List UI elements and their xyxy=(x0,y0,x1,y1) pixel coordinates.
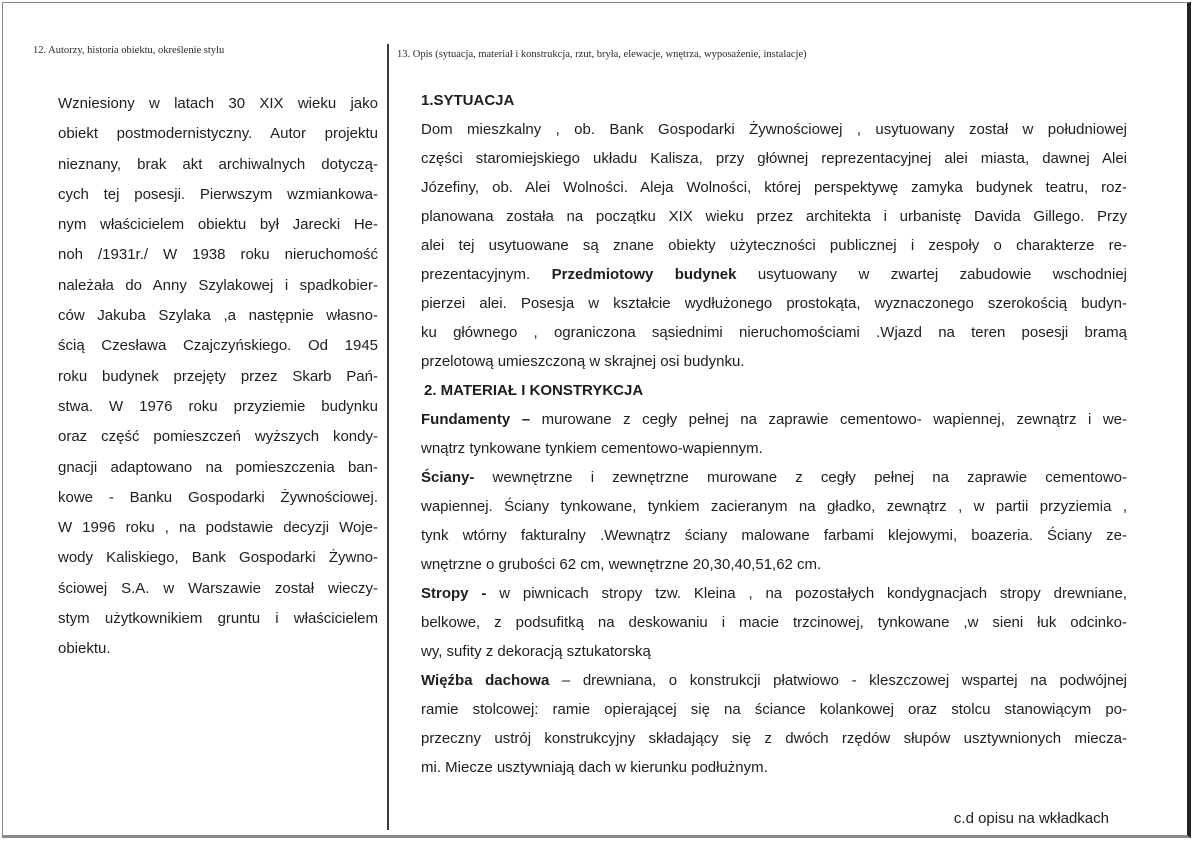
sytuacja-line: Józefiny, ob. Alei Wolności. Aleja Wolności, której perspektywę zamyka budynek teatru, roz- xyxy=(421,179,1127,196)
history-line: W 1996 roku , na podstawie decyzji Woje- xyxy=(58,519,378,537)
history-line: Wzniesiony w latach 30 XIX wieku jako xyxy=(58,95,378,112)
wiezba-label: Więźba dachowa xyxy=(421,672,550,689)
history-line: obiektu. xyxy=(58,640,111,658)
fundamenty-label: Fundamenty – xyxy=(421,411,531,428)
right-column-heading: 13. Opis (sytuacja, materiał i konstrukcja, rzut, bryła, elewacje, wnętrza, wyposażenie, instalacje) xyxy=(397,49,807,60)
wiezba-text: – drewniana, o konstrukcji płatwiowo - kleszczowej wspartej na podwójnej xyxy=(561,672,1128,689)
history-line: wody Kaliskiego, Bank Gospodarki Żywno- xyxy=(58,549,378,567)
sciany-label: Ściany- xyxy=(421,469,475,486)
history-line: kowe - Banku Gospodarki Żywnościowej. xyxy=(58,488,378,506)
stropy-text: w piwnicach stropy tzw. Kleina , na pozostałych kondygnacjach stropy drewniane, xyxy=(499,585,1128,602)
sytuacja-line: pierzei alei. Posesja w kształcie wydłużonego prostokąta, wyznaczonego szerokością budyn- xyxy=(421,295,1127,312)
sytuacja-line: części staromiejskiego układu Kalisza, przy głównej reprezentacyjnej alei miasta, dawnej Alei xyxy=(421,150,1127,167)
history-line: nieznany, brak akt archiwalnych dotyczą- xyxy=(58,155,378,173)
history-line: roku budynek przejęty przez Skarb Pań- xyxy=(58,367,378,385)
section-heading-material: 2. MATERIAŁ I KONSTRYKCJA xyxy=(424,382,644,399)
stropy-line: wy, sufity z dekoracją sztukatorską xyxy=(421,643,651,660)
wiezba-line: ramie stolcowej: ramie opierającej się na ściance kolankowej oraz stolcu stanowiącym po- xyxy=(421,701,1127,718)
fundamenty-line: wnątrz tynkowane tynkiem cementowo-wapiennym. xyxy=(421,440,763,457)
history-line: oraz część pomieszczeń wyższych kondy- xyxy=(58,428,378,446)
fundamenty-text: murowane z cegły pełnej na zaprawie cementowo- wapiennej, zewnątrz i we- xyxy=(541,411,1128,428)
history-line: ściowej S.A. w Warszawie został wieczy- xyxy=(58,579,378,597)
continuation-note: c.d opisu na wkładkach xyxy=(953,810,1109,827)
sytuacja-text: prezentacyjnym. xyxy=(421,266,531,283)
history-line: cych tej posesji. Pierwszym wzmiankowa- xyxy=(58,185,378,203)
stropy-label: Stropy - xyxy=(421,585,487,602)
sciany-line xyxy=(421,463,1127,492)
sytuacja-line: alei tej usytuowane są znane obiekty użyteczności publicznej i zespoły o charakterze re- xyxy=(421,237,1127,254)
sciany-text: wewnętrzne i zewnętrzne murowane z cegły pełnej na zaprawie cementowo- xyxy=(492,469,1127,486)
fundamenty-line xyxy=(421,405,1127,434)
sytuacja-line: planowana została na początku XIX wieku przez architekta i urbanistę Davida Gillego. Przy xyxy=(421,208,1127,225)
stropy-line: belkowe, z podsufitką na deskowaniu i macie trzcinowej, tynkowane ,w sieni łuk odcinko- xyxy=(421,614,1127,631)
sytuacja-line: Dom mieszkalny , ob. Bank Gospodarki Żywnościowej , usytuowany został w południowej xyxy=(421,121,1127,138)
sciany-line: wapiennej. Ściany tynkowane, tynkiem zacieranym na gładko, zewnątrz , w partii przyziemia , xyxy=(421,498,1127,515)
section-heading-sytuacja: 1.SYTUACJA xyxy=(421,92,515,109)
history-line: gnacji adaptowano na pomieszczenia ban- xyxy=(58,458,378,476)
wiezba-line: mi. Miecze usztywniają dach w kierunku podłużnym. xyxy=(421,759,768,776)
history-line: obiekt postmodernistyczny. Autor projektu xyxy=(58,125,378,143)
sytuacja-line xyxy=(421,260,1127,289)
stropy-line xyxy=(421,579,1127,608)
history-line: należała do Anny Szylakowej i spadkobier- xyxy=(58,276,378,294)
column-divider xyxy=(387,44,389,830)
sciany-line: tynk wtórny fakturalny .Wewnątrz ściany malowane farbami klejowymi, boazeria. Ściany ze- xyxy=(421,527,1127,544)
emphasis-label: Przedmiotowy budynek xyxy=(551,266,737,283)
sytuacja-line: przelotową umieszczoną w skrajnej osi budynku. xyxy=(421,353,745,370)
description-text xyxy=(421,86,1127,782)
history-text xyxy=(58,89,378,665)
history-line: ców Jakuba Szylaka ,a następnie własno- xyxy=(58,307,378,325)
wiezba-line: przeczny ustrój konstrukcyjny składający się z dwóch rzędów słupów usztywnionych miecza- xyxy=(421,730,1127,747)
sciany-line: wnętrzne o grubości 62 cm, wewnętrzne 20,30,40,51,62 cm. xyxy=(421,556,822,573)
history-line: stym użytkownikiem gruntu i właścicielem xyxy=(58,610,378,628)
wiezba-line xyxy=(421,666,1127,695)
sytuacja-text: usytuowany w zwartej zabudowie wschodniej xyxy=(757,266,1127,283)
left-column-heading: 12. Autorzy, historia obiektu, określenie stylu xyxy=(33,45,225,56)
history-line: nym właścicielem obiektu był Jarecki He- xyxy=(58,216,378,234)
history-line: noh /1931r./ W 1938 roku nieruchomość xyxy=(58,246,378,264)
sytuacja-line: ku głównego , ograniczona sąsiednimi nieruchomościami .Wjazd na teren posesji bramą xyxy=(421,324,1127,341)
history-line: stwa. W 1976 roku przyziemie budynku xyxy=(58,397,378,415)
history-line: ścią Czesława Czajczyńskiego. Od 1945 xyxy=(58,337,378,355)
